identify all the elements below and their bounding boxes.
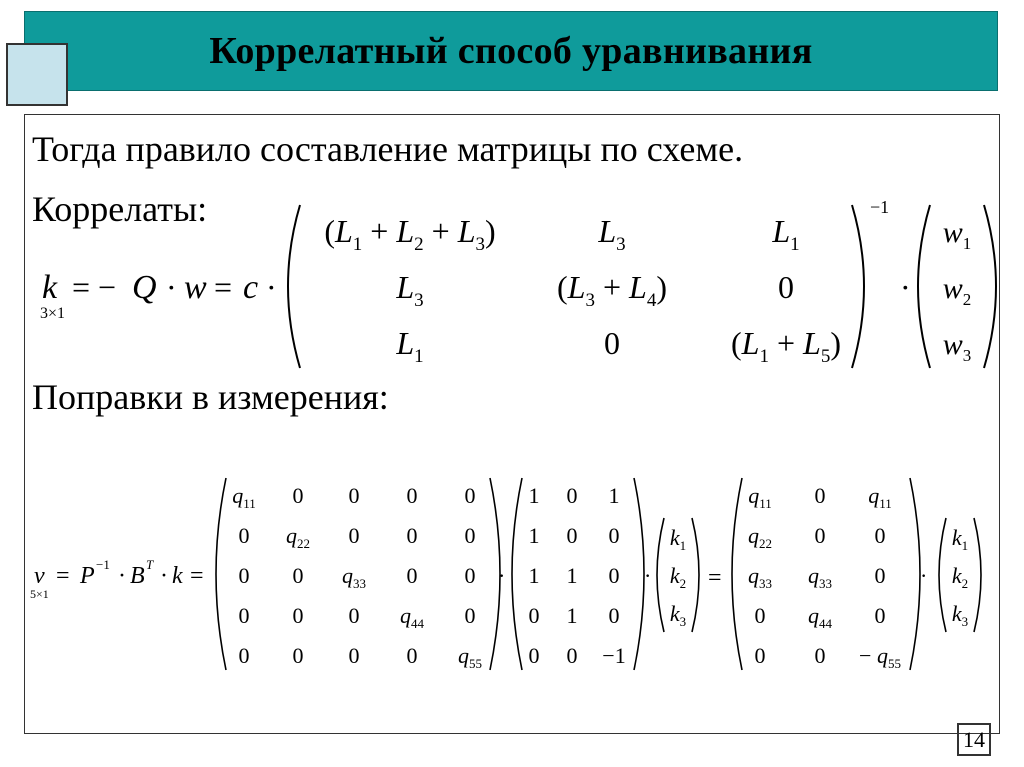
matrix-entry: 0: [406, 563, 418, 588]
equals-v2: =: [190, 563, 204, 589]
matrix-entry: $q_{44}$: [808, 603, 832, 631]
matrix-entry: $k_2$: [669, 563, 687, 591]
right-paren-matrix-l: [852, 205, 864, 368]
matrix-entry: 0: [754, 603, 766, 628]
matrix-entry: $q_{55}$: [458, 643, 482, 671]
matrix-entry: $w_2$: [942, 272, 972, 309]
matrix-entry: $w_3$: [942, 328, 972, 365]
c-variable: c: [243, 269, 259, 306]
vector-k: [670, 525, 686, 629]
left-paren-result: [732, 478, 742, 670]
q-variable: Q: [132, 269, 157, 306]
matrix-b-transpose: [529, 483, 626, 668]
matrix-entry: 0: [292, 483, 304, 508]
text-line-correlates: Коррелаты:: [32, 189, 208, 229]
matrix-entry: 0: [566, 483, 578, 508]
matrix-entry: 0: [814, 643, 826, 668]
right-paren-result: [910, 478, 920, 670]
left-paren-bt: [512, 478, 522, 670]
dot-v4: ·: [644, 563, 652, 588]
v-dimension: 5×1: [30, 587, 49, 601]
matrix-entry: $k_1$: [669, 525, 687, 553]
equals-v: =: [56, 563, 70, 589]
matrix-entry: 0: [814, 523, 826, 548]
matrix-entry: $(L_1 + L_2 + L_3)$: [324, 213, 496, 255]
right-paren-w: [984, 205, 996, 368]
p-variable: P: [80, 563, 95, 589]
matrix-entry: 0: [874, 563, 886, 588]
matrix-entry: 1: [528, 483, 540, 508]
matrix-entry: 0: [348, 483, 360, 508]
matrix-entry: 0: [566, 643, 578, 668]
matrix-entry: 0: [814, 483, 826, 508]
equals-v3: =: [708, 565, 722, 591]
matrix-entry: $(L_3 + L_4)$: [557, 269, 667, 311]
dot-2: ·: [266, 269, 277, 305]
matrix-entry: $k_3$: [951, 601, 969, 629]
k-variable: k: [42, 269, 58, 306]
formula-corrections: [30, 478, 981, 671]
matrix-l: [324, 213, 841, 367]
matrix-entry: 0: [464, 523, 476, 548]
slide-title: Коррелатный способ уравнивания: [209, 30, 813, 72]
left-paren-p-inv: [216, 478, 226, 670]
left-paren-w: [918, 205, 930, 368]
matrix-entry: 0: [348, 603, 360, 628]
dot-3: ·: [900, 269, 911, 305]
matrix-entry: − $q_{55}$: [859, 643, 901, 671]
matrix-entry: 0: [528, 643, 540, 668]
matrix-entry: 0: [348, 643, 360, 668]
matrix-entry: 1: [566, 603, 578, 628]
matrix-entry: 0: [778, 269, 794, 305]
matrix-entry: 0: [608, 603, 620, 628]
matrix-entry: 0: [464, 563, 476, 588]
dot-v2: ·: [160, 563, 168, 589]
dot-v5: ·: [920, 563, 928, 588]
left-paren-k: [657, 518, 664, 632]
matrix-entry: 0: [464, 483, 476, 508]
b-exponent: T: [146, 557, 154, 572]
dot-v3: ·: [498, 563, 506, 588]
matrix-entry: $w_1$: [942, 216, 972, 253]
matrix-entry: 1: [528, 563, 540, 588]
matrix-entry: 0: [406, 643, 418, 668]
text-line-corrections: Поправки в измерения:: [32, 377, 389, 417]
matrix-entry: 1: [566, 563, 578, 588]
matrix-entry: $L_1$: [396, 325, 424, 367]
matrix-entry: 1: [608, 483, 620, 508]
k-dimension: 3×1: [40, 305, 66, 322]
matrix-entry: 0: [292, 643, 304, 668]
matrix-entry: 0: [608, 523, 620, 548]
k-variable-v: k: [172, 563, 183, 589]
equals-2: =: [214, 269, 233, 305]
matrix-entry: $q_{33}$: [808, 563, 832, 591]
matrix-entry: $q_{33}$: [748, 563, 772, 591]
matrix-entry: −1: [602, 643, 626, 668]
matrix-entry: 0: [348, 523, 360, 548]
matrix-entry: 0: [292, 563, 304, 588]
matrix-entry: 0: [238, 643, 250, 668]
matrix-entry: 0: [292, 603, 304, 628]
vector-w: [943, 216, 972, 365]
matrix-entry: $q_{33}$: [342, 563, 366, 591]
right-paren-k: [692, 518, 699, 632]
left-paren-matrix-l: [288, 205, 300, 368]
formula-correlates: [40, 197, 996, 368]
slide-number: 14: [957, 723, 991, 756]
matrix-entry: $(L_1 + L_5)$: [731, 325, 841, 367]
matrix-entry: 0: [238, 523, 250, 548]
matrix-entry: 0: [238, 603, 250, 628]
matrix-entry: 0: [608, 563, 620, 588]
right-paren-bt: [634, 478, 644, 670]
dot-1: ·: [166, 269, 177, 305]
text-line-scheme: Тогда правило составление матрицы по схеме.: [32, 129, 744, 169]
matrix-entry: $L_3$: [598, 213, 626, 255]
matrix-entry: 0: [604, 325, 620, 361]
matrix-entry: $q_{11}$: [748, 483, 772, 511]
matrix-entry: 0: [754, 643, 766, 668]
matrix-entry: $L_1$: [772, 213, 800, 255]
matrix-entry: 0: [566, 523, 578, 548]
matrix-entry: $k_2$: [951, 563, 969, 591]
matrix-entry: 0: [874, 523, 886, 548]
matrix-entry: 0: [406, 523, 418, 548]
vector-k-2: [952, 525, 968, 629]
right-paren-k2: [974, 518, 981, 632]
matrix-entry: 1: [528, 523, 540, 548]
equals-minus: = −: [72, 269, 117, 305]
matrix-entry: 0: [464, 603, 476, 628]
matrix-entry: $L_3$: [396, 269, 424, 311]
w-variable: w: [184, 269, 207, 306]
v-variable: v: [34, 563, 45, 589]
matrix-result: [748, 483, 901, 671]
p-exponent: −1: [96, 557, 110, 572]
matrix-entry: $q_{22}$: [286, 523, 310, 551]
inverse-exponent: −1: [870, 197, 890, 217]
matrix-p-inverse: [232, 483, 482, 671]
matrix-entry: 0: [406, 483, 418, 508]
matrix-entry: 0: [528, 603, 540, 628]
matrix-entry: 0: [874, 603, 886, 628]
matrix-entry: $q_{11}$: [232, 483, 256, 511]
left-paren-k2: [939, 518, 946, 632]
matrix-entry: $k_1$: [951, 525, 969, 553]
b-variable: B: [130, 563, 145, 589]
matrix-entry: $q_{11}$: [868, 483, 892, 511]
matrix-entry: 0: [238, 563, 250, 588]
matrix-entry: $k_3$: [669, 601, 687, 629]
matrix-entry: $q_{22}$: [748, 523, 772, 551]
matrix-entry: $q_{44}$: [400, 603, 424, 631]
dot-v1: ·: [118, 563, 126, 589]
